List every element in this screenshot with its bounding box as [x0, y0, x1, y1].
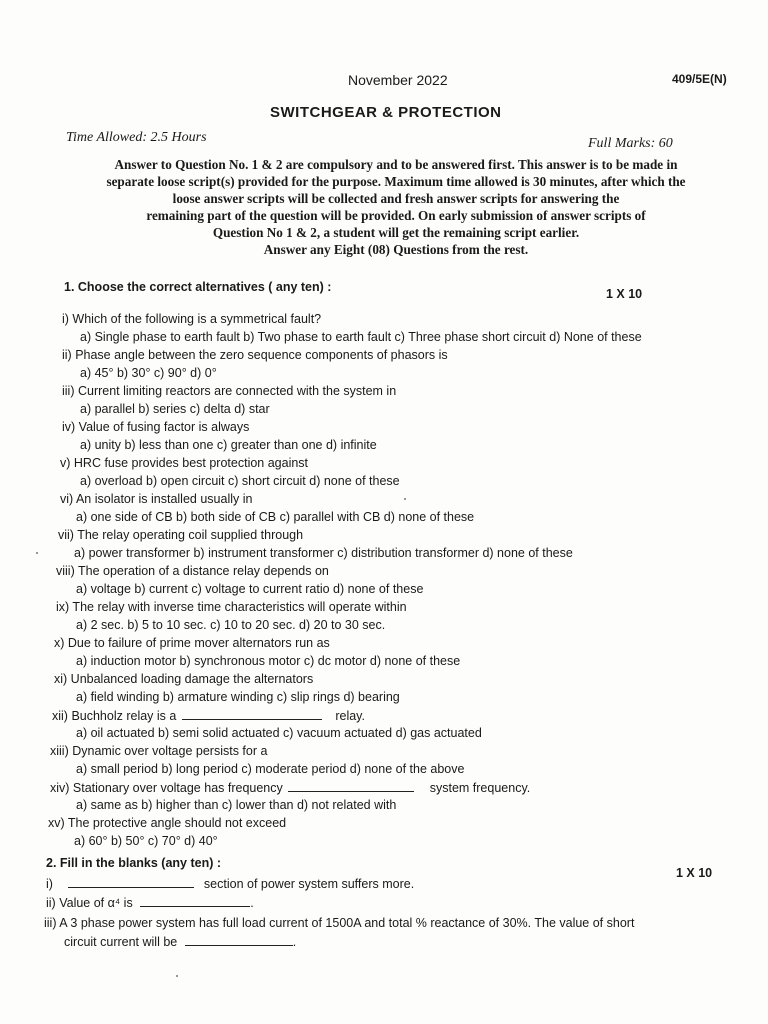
q1-item-options: a) Single phase to earth fault b) Two phase to earth fault c) Three phase short circuit d) None of these: [80, 330, 642, 344]
q1-item-question: [52, 708, 365, 723]
item-number: ii): [46, 896, 56, 910]
q1-item-options: a) power transformer b) instrument transformer c) distribution transformer d) none of these: [74, 546, 573, 560]
q1-item-options: a) oil actuated b) semi solid actuated c) vacuum actuated d) gas actuated: [76, 726, 482, 740]
instruction-line: Answer to Question No. 1 & 2 are compulsory and to be answered first. This answer is to be made in: [114, 157, 678, 172]
q2-marks: 1 X 10: [676, 866, 713, 880]
item-number: i): [46, 877, 53, 891]
item-tail: .: [292, 935, 297, 949]
paper-code: 409/5E(N): [672, 72, 727, 86]
instruction-line: separate loose script(s) provided for the purpose. Maximum time allowed is 30 minutes, after which the: [106, 174, 686, 189]
q2-item: [44, 916, 634, 930]
q1-item-options: a) voltage b) current c) voltage to current ratio d) none of these: [76, 582, 424, 596]
instruction-line: loose answer scripts will be collected and fresh answer scripts for answering the: [172, 191, 620, 206]
instructions: [72, 156, 720, 258]
answer-blank: [68, 876, 194, 888]
item-line2: circuit current will be: [64, 935, 178, 949]
q1-item-question: v) HRC fuse provides best protection against: [60, 456, 309, 470]
q1-item-question: xv) The protective angle should not exceed: [48, 816, 287, 830]
q1-item-question: i) Which of the following is a symmetrical fault?: [62, 312, 322, 326]
answer-blank: [185, 934, 293, 946]
q1-item-options: a) induction motor b) synchronous motor c) dc motor d) none of these: [76, 654, 461, 668]
question-tail: relay.: [335, 709, 365, 723]
scan-speck: [36, 552, 38, 554]
q1-item-options: a) parallel b) series c) delta d) star: [80, 402, 270, 416]
item-text: Value of α⁴ is: [59, 896, 133, 910]
q1-item-question: [50, 780, 530, 795]
answer-blank: [182, 708, 322, 720]
instruction-line: remaining part of the question will be provided. On early submission of answer scripts of: [146, 208, 646, 223]
q1-item-question: vii) The relay operating coil supplied through: [58, 528, 304, 542]
q1-item-question: ix) The relay with inverse time characteristics will operate within: [56, 600, 407, 614]
q2-heading: 2. Fill in the blanks (any ten) :: [46, 856, 222, 870]
q1-item-options: a) field winding b) armature winding c) slip rings d) bearing: [76, 690, 400, 704]
answer-blank: [288, 780, 414, 792]
item-text: A 3 phase power system has full load current of 1500A and total % reactance of 30%. The value of short: [59, 916, 635, 930]
item-number: iii): [44, 916, 57, 930]
q1-item-options: a) small period b) long period c) moderate period d) none of the above: [76, 762, 465, 776]
q1-item-question: viii) The operation of a distance relay depends on: [56, 564, 329, 578]
q2-item: [46, 876, 414, 891]
instruction-line: Question No 1 & 2, a student will get the remaining script earlier.: [212, 225, 580, 240]
q1-item-options: a) one side of CB b) both side of CB c) parallel with CB d) none of these: [76, 510, 475, 524]
time-allowed: Time Allowed: 2.5 Hours: [66, 130, 207, 145]
answer-blank: [140, 895, 250, 907]
q1-item-question: iii) Current limiting reactors are connected with the system in: [62, 384, 397, 398]
q1-item-options: a) same as b) higher than c) lower than d) not related with: [76, 798, 397, 812]
q1-item-question: xi) Unbalanced loading damage the alternators: [54, 672, 314, 686]
q1-item-options: a) 60° b) 50° c) 70° d) 40°: [74, 834, 218, 848]
item-tail: section of power system suffers more.: [203, 877, 415, 891]
q2-item-continuation: [64, 934, 296, 949]
q1-item-options: a) unity b) less than one c) greater than one d) infinite: [80, 438, 377, 452]
q1-item-question: vi) An isolator is installed usually in: [60, 492, 253, 506]
scan-speck: [176, 975, 178, 977]
q1-heading: 1. Choose the correct alternatives ( any ten) :: [64, 280, 332, 294]
q1-marks: 1 X 10: [606, 287, 643, 301]
exam-date: November 2022: [348, 72, 448, 88]
q1-item-question: xiii) Dynamic over voltage persists for a: [50, 744, 268, 758]
q1-item-question: iv) Value of fusing factor is always: [62, 420, 250, 434]
full-marks: Full Marks: 60: [588, 136, 673, 151]
q1-item-options: a) overload b) open circuit c) short circuit d) none of these: [80, 474, 400, 488]
scan-speck: [404, 498, 406, 500]
question-tail: system frequency.: [429, 781, 531, 795]
item-tail: .: [250, 896, 254, 910]
paper-title: SWITCHGEAR & PROTECTION: [270, 104, 502, 121]
instruction-line: Answer any Eight (08) Questions from the rest.: [263, 242, 529, 257]
q1-item-question: x) Due to failure of prime mover alternators run as: [54, 636, 330, 650]
question-text: xii) Buchholz relay is a: [52, 709, 177, 723]
q1-item-options: a) 45° b) 30° c) 90° d) 0°: [80, 366, 217, 380]
q1-item-question: ii) Phase angle between the zero sequence components of phasors is: [62, 348, 448, 362]
q2-item: [46, 895, 254, 910]
question-text: xiv) Stationary over voltage has frequency: [50, 781, 283, 795]
q1-item-options: a) 2 sec. b) 5 to 10 sec. c) 10 to 20 sec. d) 20 to 30 sec.: [76, 618, 386, 632]
